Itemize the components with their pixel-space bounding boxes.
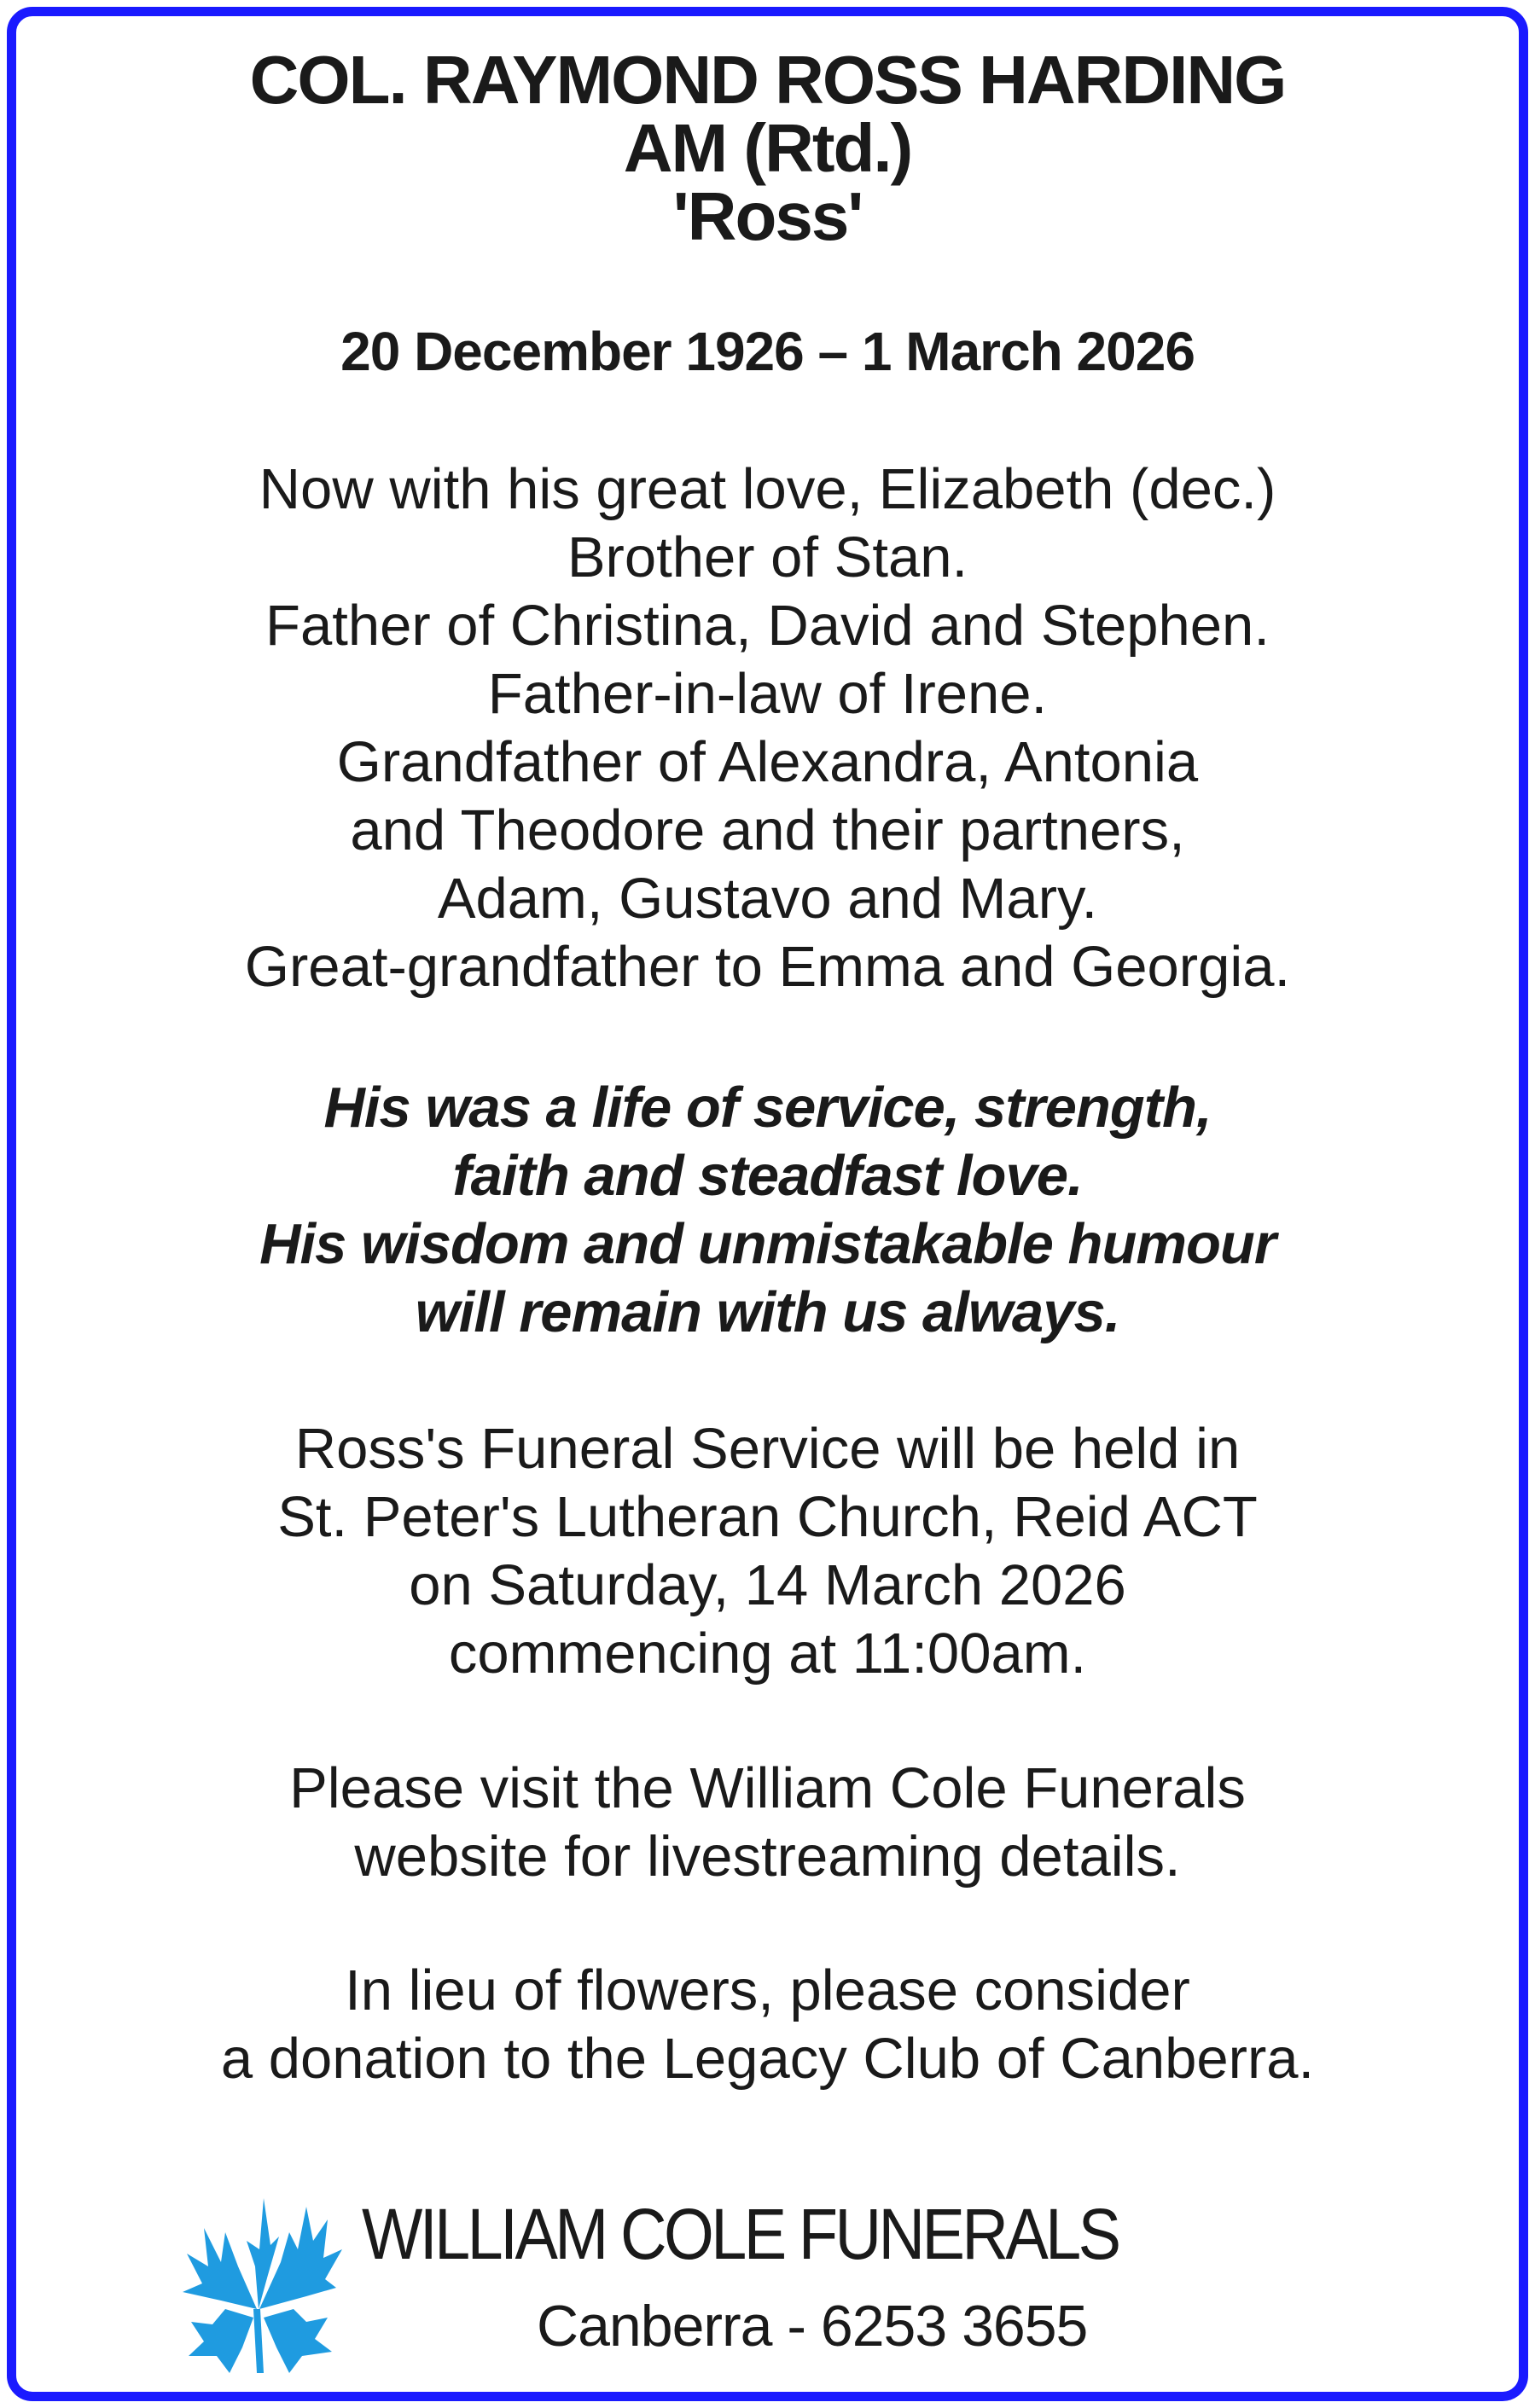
tribute-paragraph [16,1074,1519,1347]
tribute-line: His wisdom and unmistakable humour [259,1212,1276,1276]
family-paragraph [16,455,1519,1001]
death-notice [7,7,1528,2401]
deceased-name: COL. RAYMOND ROSS HARDING [249,42,1286,118]
service-line: commencing at 11:00am. [448,1622,1087,1686]
life-dates: 20 December 1926 – 1 March 2026 [340,321,1195,382]
service-line: Ross's Funeral Service will be held in [294,1417,1241,1481]
tribute-line: will remain with us always. [415,1280,1120,1344]
donation-paragraph [16,1957,1519,2093]
family-line: Father-in-law of Irene. [487,662,1048,726]
family-line: Great-grandfather to Emma and Georgia. [244,935,1291,999]
donation-line: a donation to the Legacy Club of Canberra. [220,2027,1315,2091]
service-paragraph [16,1415,1519,1688]
family-line: Adam, Gustavo and Mary. [437,867,1098,931]
livestream-paragraph [16,1755,1519,1891]
service-line: on Saturday, 14 March 2026 [409,1553,1126,1617]
notice-heading [16,42,1519,254]
family-line: Now with his great love, Elizabeth (dec.) [259,457,1276,521]
deceased-honours: AM (Rtd.) [623,110,912,186]
family-line: and Theodore and their partners, [350,798,1185,862]
family-line: Father of Christina, David and Stephen. [265,594,1270,658]
family-line: Brother of Stan. [567,525,968,589]
family-line: Grandfather of Alexandra, Antonia [336,730,1199,794]
funeral-home-name: WILLIAM COLE FUNERALS [362,2194,1119,2274]
maple-leaf-icon [178,2181,345,2377]
service-line: St. Peter's Lutheran Church, Reid ACT [277,1485,1258,1549]
tribute-line: His was a life of service, strength, [323,1076,1212,1140]
livestream-line: website for livestreaming details. [354,1825,1181,1889]
funeral-home-logo [16,2174,1519,2379]
donation-line: In lieu of flowers, please consider [345,1958,1190,2022]
deceased-nickname: 'Ross' [672,178,863,254]
livestream-line: Please visit the William Cole Funerals [289,1756,1246,1820]
funeral-home-phone: Canberra - 6253 3655 [537,2294,1088,2359]
tribute-line: faith and steadfast love. [452,1144,1083,1208]
